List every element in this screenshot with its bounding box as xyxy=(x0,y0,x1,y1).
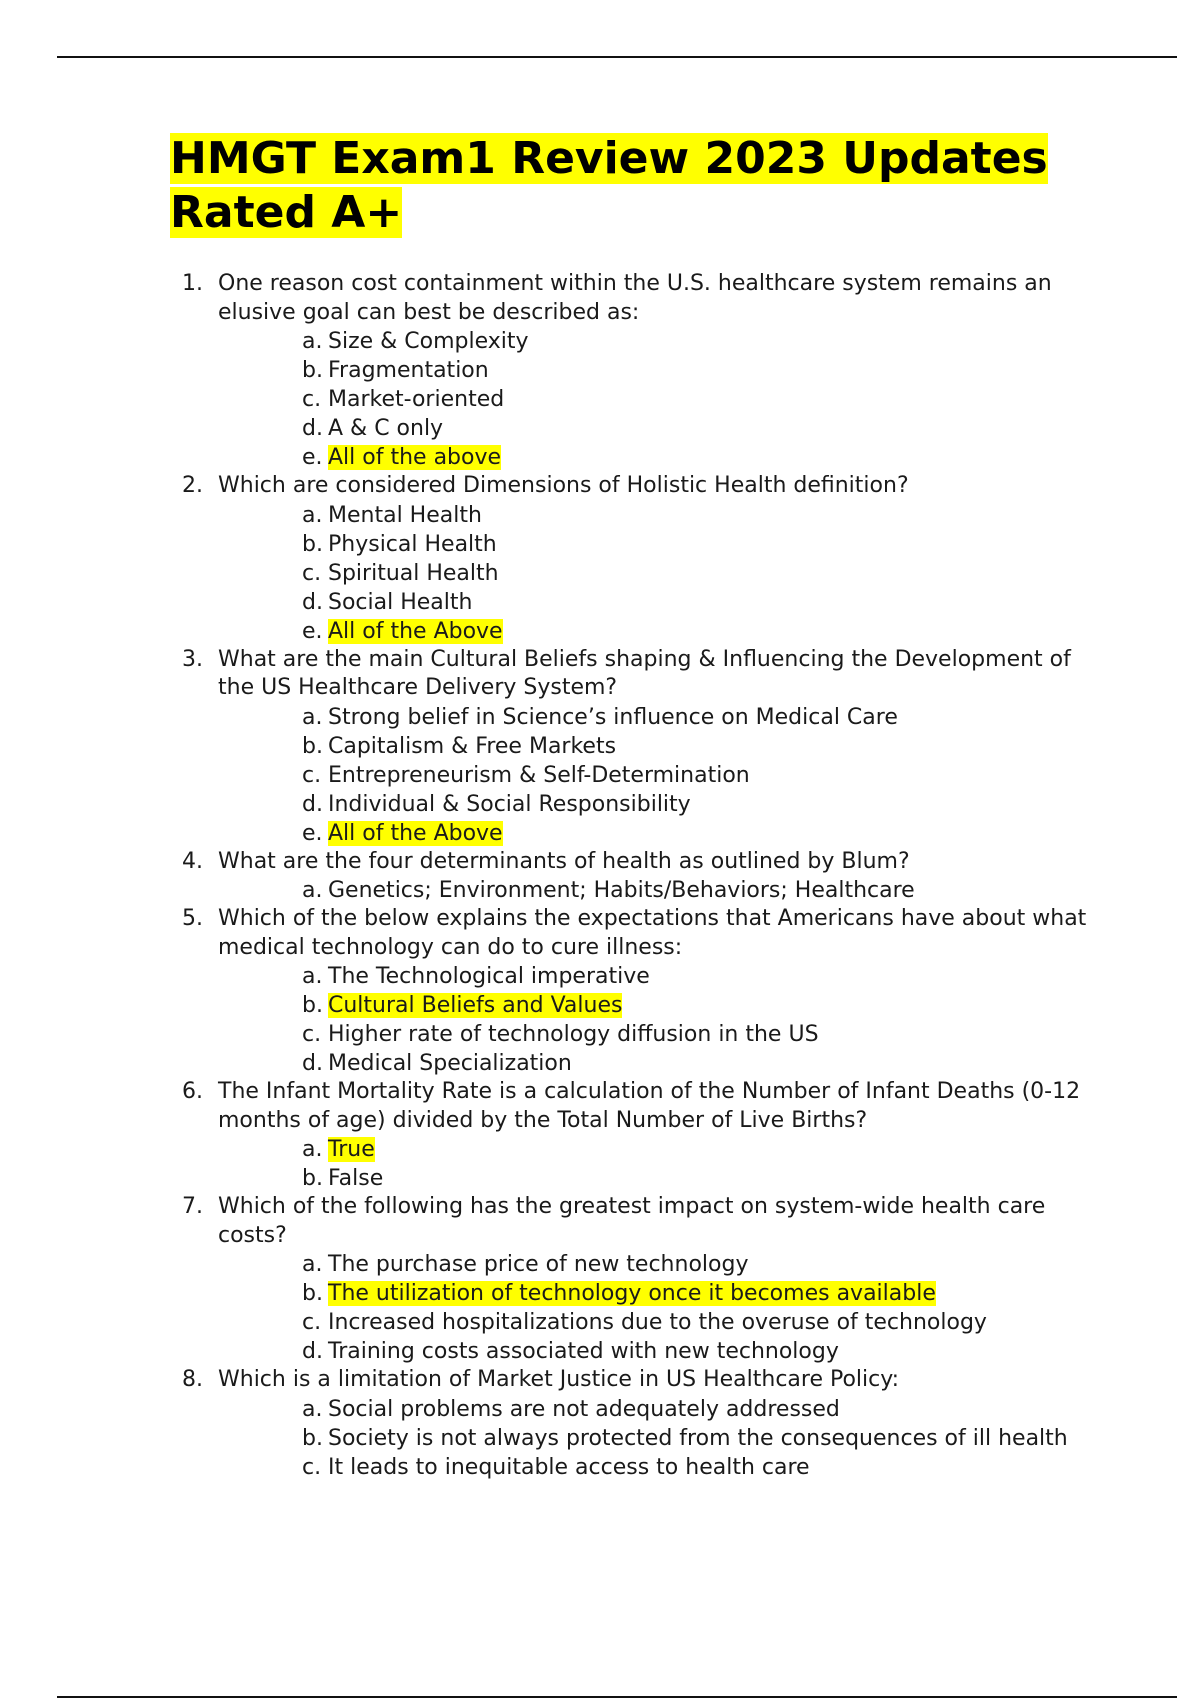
question-text: One reason cost containment within the U.S. healthcare system remains an elusive goal can best be described as: xyxy=(218,271,1052,325)
option-letter: a. xyxy=(302,502,323,528)
question-number: 3. xyxy=(182,646,203,672)
option-text: Training costs associated with new technology xyxy=(328,1339,839,1364)
question-item xyxy=(170,1078,1090,1193)
answer-option xyxy=(218,356,1090,385)
answer-option xyxy=(218,1250,1090,1279)
option-text: All of the Above xyxy=(328,618,503,644)
option-text: All of the above xyxy=(328,445,502,470)
answer-option xyxy=(218,876,1090,905)
answer-option xyxy=(218,962,1090,991)
answer-option xyxy=(218,1395,1090,1424)
option-letter: c. xyxy=(302,762,322,788)
question-number: 5. xyxy=(182,906,203,931)
option-letter: a. xyxy=(302,1137,323,1162)
answer-option xyxy=(218,559,1090,588)
option-text: Cultural Beliefs and Values xyxy=(328,993,623,1018)
option-text: Social problems are not adequately addressed xyxy=(328,1396,840,1422)
option-text: Higher rate of technology diffusion in the US xyxy=(328,1022,819,1047)
answer-option xyxy=(218,1308,1090,1337)
option-list xyxy=(218,501,1090,646)
option-letter: c. xyxy=(302,387,322,412)
option-letter: b. xyxy=(302,733,323,759)
answer-option-highlighted xyxy=(218,1279,1090,1308)
answer-option xyxy=(218,414,1090,443)
option-letter: d. xyxy=(302,791,323,817)
option-text: True xyxy=(328,1137,375,1162)
option-text: Strong belief in Science’s influence on Medical Care xyxy=(328,704,898,730)
question-item xyxy=(170,848,1090,906)
question-item xyxy=(170,1193,1090,1366)
question-number: 8. xyxy=(182,1367,203,1392)
answer-option xyxy=(218,530,1090,559)
option-text: Fragmentation xyxy=(328,358,489,383)
answer-option-highlighted xyxy=(218,443,1090,472)
answer-option xyxy=(218,790,1090,819)
question-number: 4. xyxy=(182,848,203,874)
option-letter: a. xyxy=(302,1252,323,1277)
answer-option-highlighted xyxy=(218,819,1090,848)
title-text: HMGT Exam1 Review 2023 Updates Rated A+ xyxy=(170,133,1048,238)
question-list xyxy=(170,270,1090,1482)
question-number: 7. xyxy=(182,1194,203,1219)
option-text: Physical Health xyxy=(328,531,497,557)
answer-option xyxy=(218,761,1090,790)
answer-option xyxy=(218,385,1090,414)
option-letter: c. xyxy=(302,1454,322,1480)
answer-option xyxy=(218,1337,1090,1366)
option-letter: e. xyxy=(302,445,323,470)
option-letter: b. xyxy=(302,1425,323,1451)
option-list xyxy=(218,703,1090,848)
option-letter: b. xyxy=(302,531,323,557)
question-item xyxy=(170,646,1090,848)
option-list xyxy=(218,1135,1090,1193)
option-letter: a. xyxy=(302,329,323,354)
answer-option xyxy=(218,1049,1090,1078)
option-letter: a. xyxy=(302,1396,323,1422)
answer-option xyxy=(218,1424,1090,1453)
answer-option xyxy=(218,1164,1090,1193)
question-number: 1. xyxy=(182,271,203,296)
option-text: Individual & Social Responsibility xyxy=(328,791,691,817)
option-text: Size & Complexity xyxy=(328,329,529,354)
option-letter: b. xyxy=(302,358,323,383)
option-text: The Technological imperative xyxy=(328,964,650,989)
option-list xyxy=(218,876,1090,905)
option-text: Increased hospitalizations due to the overuse of technology xyxy=(328,1310,987,1335)
option-text: Social Health xyxy=(328,589,473,615)
header-rule xyxy=(57,56,1177,58)
option-letter: d. xyxy=(302,589,323,615)
option-text: Genetics; Environment; Habits/Behaviors; Healthcare xyxy=(328,878,915,903)
footer-rule xyxy=(57,1696,1177,1698)
answer-option xyxy=(218,732,1090,761)
question-text: What are the main Cultural Beliefs shaping & Influencing the Development of the US Healthcare Delivery System? xyxy=(218,646,1071,700)
question-text: Which are considered Dimensions of Holistic Health definition? xyxy=(218,473,909,498)
option-letter: e. xyxy=(302,618,323,644)
option-text: All of the Above xyxy=(328,820,503,846)
question-text: The Infant Mortality Rate is a calculation of the Number of Infant Deaths (0-12 months of age) divided by the Total Number of Live Births? xyxy=(218,1079,1081,1133)
option-letter: a. xyxy=(302,704,323,730)
option-text: Capitalism & Free Markets xyxy=(328,733,617,759)
option-letter: a. xyxy=(302,964,323,989)
answer-option xyxy=(218,703,1090,732)
option-letter: d. xyxy=(302,1051,323,1076)
option-text: The utilization of technology once it becomes available xyxy=(328,1281,936,1306)
option-letter: c. xyxy=(302,1022,322,1047)
option-list xyxy=(218,1250,1090,1366)
question-item xyxy=(170,1366,1090,1482)
option-letter: b. xyxy=(302,1281,323,1306)
question-item xyxy=(170,270,1090,472)
option-list xyxy=(218,962,1090,1078)
option-text: A & C only xyxy=(328,416,444,441)
option-text: Medical Specialization xyxy=(328,1051,572,1076)
answer-option-highlighted xyxy=(218,617,1090,646)
option-letter: e. xyxy=(302,820,323,846)
option-letter: b. xyxy=(302,993,323,1018)
answer-option xyxy=(218,501,1090,530)
option-letter: d. xyxy=(302,416,323,441)
option-letter: c. xyxy=(302,560,322,586)
answer-option xyxy=(218,588,1090,617)
option-letter: a. xyxy=(302,878,323,903)
option-letter: b. xyxy=(302,1166,323,1191)
option-text: False xyxy=(328,1166,384,1191)
question-item xyxy=(170,905,1090,1078)
question-number: 2. xyxy=(182,473,203,498)
option-text: Spiritual Health xyxy=(328,560,499,586)
answer-option-highlighted xyxy=(218,1135,1090,1164)
question-text: What are the four determinants of health as outlined by Blum? xyxy=(218,848,910,874)
option-text: Market-oriented xyxy=(328,387,505,412)
document-title xyxy=(170,132,1070,240)
question-text: Which is a limitation of Market Justice in US Healthcare Policy: xyxy=(218,1367,900,1392)
option-text: The purchase price of new technology xyxy=(328,1252,749,1277)
answer-option xyxy=(218,1020,1090,1049)
option-letter: d. xyxy=(302,1339,323,1364)
option-list xyxy=(218,1395,1090,1482)
answer-option xyxy=(218,1453,1090,1482)
option-text: It leads to inequitable access to health care xyxy=(328,1454,810,1480)
answer-option-highlighted xyxy=(218,991,1090,1020)
option-letter: c. xyxy=(302,1310,322,1335)
answer-option xyxy=(218,327,1090,356)
question-number: 6. xyxy=(182,1079,203,1104)
question-text: Which of the following has the greatest impact on system-wide health care costs? xyxy=(218,1194,1046,1248)
question-item xyxy=(170,472,1090,646)
option-text: Society is not always protected from the consequences of ill health xyxy=(328,1425,1068,1451)
option-list xyxy=(218,327,1090,472)
option-text: Mental Health xyxy=(328,502,482,528)
question-text: Which of the below explains the expectations that Americans have about what medical technology can do to cure illness: xyxy=(218,906,1087,960)
option-text: Entrepreneurism & Self-Determination xyxy=(328,762,750,788)
